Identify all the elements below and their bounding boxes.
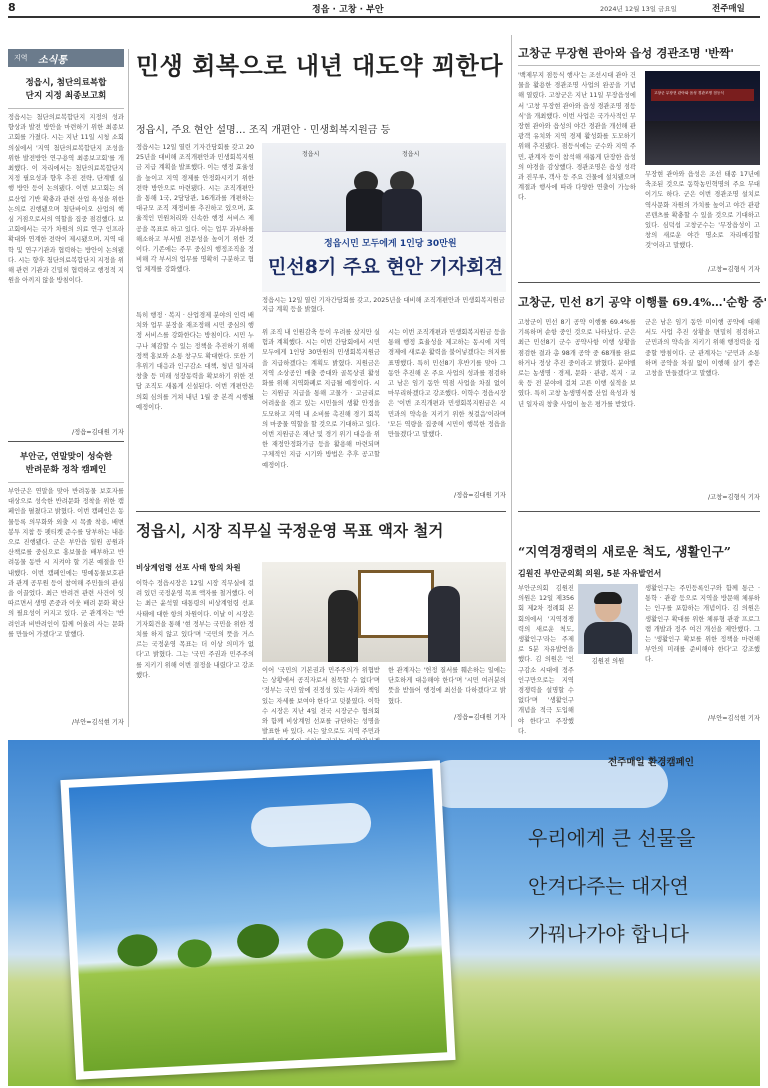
right3-byline: /부안=김석현 기자 — [708, 715, 760, 722]
sidebar-story-2-byline: /부안=김석현 기자 — [72, 719, 124, 726]
environment-ad — [8, 740, 760, 1086]
right3-col-2: 생활인구는 주민등록인구와 함께 통근 · 통학 · 관광 등으로 지역을 방문해 체류하는 인구를 포함하는 개념이다. 김 의원은 생활인구 확대를 위한 체류형 관광 프로그램 개발과 정주 여건 개선을 제안했다. 그는 '생활인구 확보를 위한 정책을 마련해 부안의 미래를 준비해야 한다'고 강조했다. — [645, 585, 760, 664]
sidebar-label-title: 소식통 — [38, 55, 67, 66]
right3-col-1: 부안군의회 김원진 의원은 12일 제356회 제2차 정례회 본회의에서 '지역경쟁력의 새로운 척도, 생활인구'라는 주제로 5분 자유발언을 했다. 김 의원은 '인구감소 시대에 정주인구만으로는 지역 경쟁력을 설명할 수 없다'며 '생활인구 개념을 적극 도입해야 한다'고 주장했다. — [518, 585, 574, 735]
right3-photo-caption: 김원진 의원 — [591, 658, 625, 665]
divider — [8, 108, 124, 109]
lead-byline: /정읍=김대원 기자 — [454, 492, 506, 499]
tree — [177, 938, 212, 968]
divider — [8, 441, 124, 442]
right1-photo — [645, 71, 760, 165]
photo-logo: 정읍시 — [402, 151, 420, 158]
photo-logo: 정읍시 — [302, 151, 320, 158]
photo-banner-small: 정읍시민 모두에게 1인당 30만원 — [324, 239, 457, 249]
story-divider — [518, 511, 760, 512]
lead-headline: 민생 회복으로 내년 대도약 꾀한다 — [136, 51, 503, 80]
divider — [518, 65, 760, 66]
page-number: 8 — [8, 1, 16, 14]
mid-col-3: 한 관계자는 '헌정 질서를 훼손하는 일에는 단호하게 대응해야 한다'며 '시민 여러분의 뜻을 받들어 행정에 최선을 다하겠다'고 밝혔다. — [388, 667, 506, 705]
lead-photo — [262, 143, 506, 291]
photo-banner — [262, 231, 506, 292]
right1-col-2: 무장현 관아와 읍성은 조선 태종 17년에 축조된 것으로 동학농민혁명의 주요 무대이기도 하다. 군은 이번 경관조명 설치로 역사문화 자원의 가치를 높이고 야간 관광 콘텐츠를 확충할 수 있을 것으로 기대하고 있다. 심덕섭 고창군수는 '무장읍성이 고창의 새로운 야간 명소로 자리매김할 것'이라고 말했다. — [645, 171, 760, 250]
right2-headline: 고창군, 민선 8기 공약 이행률 69.4%…'순항 중' — [518, 295, 768, 309]
issue-date: 2024년 12월 13일 금요일 — [600, 5, 677, 13]
nature-photo-card — [60, 760, 455, 1079]
portrait-body — [584, 622, 632, 654]
sidebar-story-2-headline — [8, 451, 124, 477]
sidebar — [8, 49, 124, 727]
mid-col-1: 이학수 정읍시장은 12일 시장 직무실에 걸려 있던 국정운영 목표 액자를 철거했다. 이는 최근 윤석열 대통령의 비상계엄령 선포 사태에 대한 항의 차원이다. 이날 이 시장은 기자회견을 통해 '현 정부는 국민을 위한 정치를 하지 않고 있다'며 '국민의 뜻을 거스르는 국정운영 목표는 더 이상 의미가 없다'고 밝혔다. 그는 '국민 주권과 민주주의를 지키기 위해 이번 결정을 내렸다'고 강조했다. — [136, 580, 254, 679]
page-header — [0, 0, 768, 16]
ad-slogan-line-2: 안겨다주는 대자연 — [528, 874, 689, 898]
story-divider — [518, 282, 760, 283]
sidebar-story-1-byline: /정읍=김대원 기자 — [72, 429, 124, 436]
right2-col-2: 군은 남은 임기 동안 미이행 공약에 대해서도 사업 추진 상황을 면밀히 점검하고 군민과의 약속을 지키기 위해 행정력을 집중할 방침이다. 군 관계자는 '군민과 소통하며 공약을 차질 없이 이행해 살기 좋은 고창을 만들겠다'고 말했다. — [645, 319, 760, 378]
lead-col-1: 정읍시는 12일 열린 기자간담회를 갖고 2025년을 대비해 조직개편안과 민생회복지원금 지급 계획을 발표했다. 이는 행정 효율성을 높이고 지역 경제를 안정화시키기 위한 전략 방안으로 마련됐다. 시는 조직개편안을 통해 1국, 2담당관, 16개과를 개편하는 대규모 조직 재정비를 추진하고 있으며, 효율적인 민원처리와 신속한 행정 서비스 제공을 목표로 하고 있다. 이는 업무 과부하를 해소하고 부서별 전문성을 높이기 위한 것이다. 기존에는 주무 중심의 행정조직을 정비해 각 부서의 업무를 명확히 구분하고 협업 체계를 강화했다. — [136, 144, 254, 274]
photo-banner — [651, 89, 754, 101]
right1-headline: 고창군 무장현 관아와 읍성 경관조명 '반짝' — [518, 46, 734, 60]
sidebar-story-2-headline-line2: 반려문화 정착 캠페인 — [25, 465, 107, 475]
photo-banner-big: 민선8기 주요 현안 기자회견 — [268, 256, 503, 278]
lead-photo-caption: 정읍시는 12일 열린 기자간담회를 갖고, 2025년을 대비해 조직개편안과 민생회복지원금 지급 계획 등을 밝혔다. — [262, 297, 505, 313]
sidebar-story-2-headline-line1: 부안군, 연말맞이 성숙한 — [19, 452, 113, 462]
divider — [8, 482, 124, 483]
lead-col-2: 위 조직 내 인원감축 등이 우려를 샀지만 실험과 계획했다. 시는 이번 간담회에서 시민 모두에게 1인당 30만원의 민생회복지원금을 지급하겠다는 계획도 밝혔다. 지원금은 지역 소상공인 매출 증대와 골목상권 활성화를 위해 지역화폐로 지급될 예정이다. 시는 지원금 지급을 통해 고물가 · 고금리로 어려움을 겪고 있는 시민들의 생활 안정을 도모하고 지역 내 소비를 촉진해 경기 회복의 마중물 역할을 할 것으로 기대하고 있다. 이번 지원금은 재난 및 경기 위기 대응을 위한 재정안정화기금 등을 활용해 마련되며 구체적인 지급 시기와 방법은 추후 공고할 예정이다. — [262, 329, 380, 469]
section-title: 정읍 · 고창 · 부안 — [312, 5, 384, 15]
sidebar-label-prefix: 지역 — [14, 54, 28, 62]
right3-headline: “지역경쟁력의 새로운 척도, 생활인구” — [518, 544, 731, 559]
tree — [236, 923, 280, 959]
mid-headline: 정읍시, 시장 직무실 국정운영 목표 액자 철거 — [136, 521, 444, 540]
right1-byline: /고창=김형식 기자 — [708, 266, 760, 273]
ad-campaign-title: 전주매일 환경캠페인 — [608, 757, 694, 768]
sidebar-story-2-body: 부안군은 연말을 맞아 반려동물 보호자를 대상으로 성숙한 반려문화 정착을 위한 캠페인을 펼쳤다고 밝혔다. 이번 캠페인은 동물등록 의무화와 외출 시 목줄 착용, 배변봉투 지참 등 펫티켓 준수를 당부하는 내용으로 진행됐다. 군은 부안읍 일원 공원과 산책로를 중심으로 홍보물을 배부하고 반려동물 동반 시 지켜야 할 기본 예절을 안내했다. 이번 캠페인에는 명예동물보호관과 관계 공무원 등이 참여해 주민들의 관심을 이끌었다. 최근 반려견 관련 사건이 잇따르면서 생명 존중과 이웃 배려 문화 확산의 필요성이 커지고 있다. 군 관계자는 '반려인과 비반려인이 함께 어울려 사는 문화를 만들어 가겠다'고 말했다. — [8, 488, 124, 638]
person-1 — [328, 590, 358, 662]
lead-col-1b: 특히 행정 · 복지 · 산업경제 분야의 인력 배치와 업무 분장을 재조정해 시민 중심의 행정 서비스를 강화한다는 방침이다. 시민 누구나 체감할 수 있는 정책을 추진하기 위해 정책 홍보와 소통 창구도 확대한다. 또한 기후위기 대응과 인구감소 대책, 청년 일자리 창출 등 미래 성장동력을 확보하기 위한 전담 조직도 새롭게 신설된다. 이번 개편안은 의회 심의를 거쳐 내년 1월 중 본격 시행될 예정이다. — [136, 312, 254, 411]
cloud — [250, 802, 372, 848]
frame — [358, 570, 434, 638]
tree — [307, 928, 345, 960]
right2-byline: /고창=김형식 기자 — [708, 494, 760, 501]
lead-col-3: 시는 이번 조직개편과 민생회복지원금 등을 통해 행정 효율성을 제고하는 동시에 지역 경제에 새로운 활력을 불어넣겠다는 의지를 표명했다. 특히 민선8기 후반기를 맞아 그동안 추진해 온 주요 사업의 성과를 점검하고 남은 임기 동안 역점 사업을 차질 없이 마무리하겠다고 강조했다. 이학수 정읍시장은 '이번 조직개편과 민생회복지원금은 시민과의 약속을 지키기 위한 첫걸음'이라며 '모든 역량을 집중해 시민이 행복한 정읍을 만들겠다'고 말했다. — [388, 329, 506, 439]
column-divider — [128, 49, 129, 727]
ad-slogan-line-3: 가꿔나가야 합니다 — [528, 922, 689, 946]
person-2 — [428, 586, 460, 662]
tree — [117, 933, 159, 967]
crowd — [645, 121, 760, 165]
sidebar-story-1-headline — [8, 77, 124, 103]
right1-photo-banner: 고창군 무장현 관아와 읍성 경관조명 점등식 — [654, 91, 724, 95]
mid-byline: /정읍=김대원 기자 — [454, 714, 506, 721]
mid-subhead: 비상계엄령 선포 사태 항의 차원 — [136, 563, 241, 572]
mid-col-2: 이어 '국민의 기본권과 민주주의가 위협받는 상황에서 공직자로서 침묵할 수 없다'며 '정부는 국민 앞에 진정성 있는 사과와 책임 있는 자세를 보여야 한다'고 덧붙였다. 이학수 시장은 지난 4일 전국 시장군수 협의회와 함께 비상계엄 선포를 규탄하는 성명을 발표한 바 있다. 시는 앞으로도 지역 주민과 — [262, 667, 380, 736]
story-divider — [136, 511, 506, 512]
column-divider — [511, 35, 512, 727]
sidebar-story-1-headline-line2: 단지 지정 최종보고회 — [25, 91, 107, 101]
person-left-body — [346, 189, 386, 235]
mid-photo — [262, 562, 506, 662]
newspaper-name: 전주매일 — [712, 4, 745, 14]
right3-subhead: 김원진 부안군의회 의원, 5분 자유발언서 — [518, 569, 662, 578]
header-rule — [8, 16, 760, 18]
ad-slogan-line-1: 우리에게 큰 선물을 — [528, 826, 696, 850]
lead-subhead: 정읍시, 주요 현안 설명… 조직 개편안 · 민생회복지원금 등 — [136, 125, 391, 136]
sidebar-label — [8, 49, 124, 67]
right1-col-1: '백제무지 점등식 행사'는 조선시대 관아 건물을 활용한 경관조명 사업의 완공을 기념해 열렸다. 고창군은 지난 11일 무장읍성에서 '고창 무장현 관아와 읍성 경관조명 점등식'을 개최했다. 이번 사업은 국가사적인 무장현 관아와 읍성의 야간 경관을 개선해 관광객 유치와 지역 경제 활성화를 도모하기 위해 추진됐다. 점등식에는 군수와 지역 주민, 관계자 등이 참석해 새롭게 단장한 읍성의 야경을 감상했다. 경관조명은 읍성 성곽과 진무루, 객사 등 주요 건물에 설치됐으며 계절과 행사에 따라 다양한 연출이 가능하다. — [518, 72, 636, 202]
sidebar-story-1-body: 정읍시는 첨단의료복합단지 지정의 성과 향상과 발전 방안을 마련하기 위한 최종보고회를 가졌다. 시는 지난 11일 시청 소회의실에서 '지역 첨단의료복합단지 조성을 위한 발전방안 연구용역 최종보고회'를 개최했다. 이 자리에서는 첨단의료복합단지 지정 필요성과 향후 추진 전략, 단계별 실행 방안 등이 논의됐다. 이번 보고회는 의료산업 기반 확충과 관련 산업 육성을 위한 논의로 진행됐으며 첨단바이오 산업의 핵심 거점으로서의 역할을 집중 점검했다. 보고회에서는 국가 차원의 의료 연구 인프라 확대와 연계한 전략이 제시됐으며, 지역 대학 및 연구기관과 협력하는 방안이 논의됐다. 시는 향후 첨단의료복합단지 지정을 위해 관련 기관과 긴밀히 협력하고 행정적 지원을 아끼지 않을 방침이다. — [8, 114, 124, 285]
right3-photo — [578, 584, 638, 654]
right2-col-1: 고창군이 민선 8기 공약 이행률 69.4%를 기록하며 순항 중인 것으로 나타났다. 군은 최근 민선8기 군수 공약사항 이행 상황을 점검한 결과 총 98개 공약 중 68개를 완료하거나 정상 추진 중이라고 밝혔다. 분야별로는 농생명 · 경제, 문화 · 관광, 복지 · 교육 등 전 분야에 걸쳐 고른 이행 실적을 보였다. 특히 고창 농생명식품 산업 육성과 청년 일자리 창출 사업이 높은 평가를 받았다. — [518, 319, 636, 408]
tree — [368, 920, 410, 954]
card-sky — [69, 769, 447, 1072]
sidebar-story-1-headline-line1: 정읍시, 첨단의료복합 — [25, 78, 107, 88]
person-right-body — [382, 189, 422, 235]
portrait-hair — [594, 592, 622, 604]
